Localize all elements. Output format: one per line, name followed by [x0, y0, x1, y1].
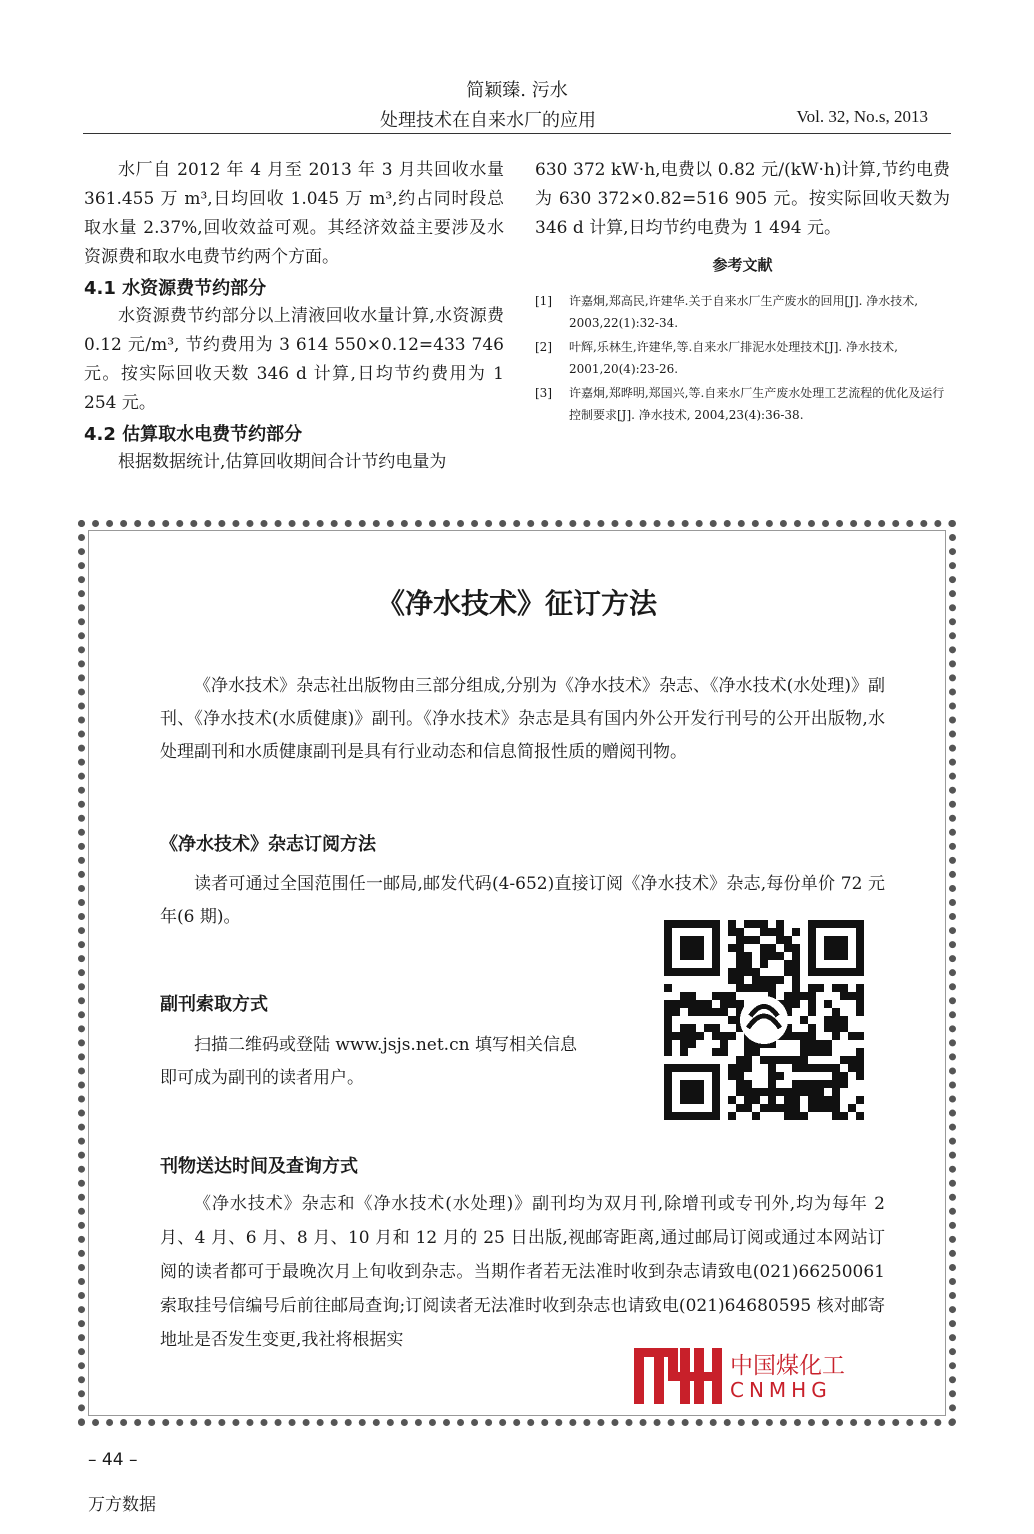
delivery-block: [160, 1187, 885, 1357]
section-4-2-text: 根据数据统计,估算回收期间合计节约电量为: [118, 452, 447, 472]
subscription-method-heading: 《净水技术》杂志订阅方法: [160, 834, 376, 855]
source-label: 万方数据: [88, 1495, 156, 1515]
reference-text: 许嘉炯,郑高民,许建华.关于自来水厂生产废水的回用[J]. 净水技术, 2003,22(1):32-34.: [569, 294, 919, 330]
left-column: [84, 156, 504, 477]
page-number: – 44 –: [88, 1450, 138, 1470]
reference-text: 许嘉炯,郑晔明,郑国兴,等.自来水厂生产废水处理工艺流程的优化及运行控制要求[J]. 净水技术, 2004,23(4):36-38.: [569, 386, 945, 422]
supplement-line-2: 即可成为副刊的读者用户。: [160, 1068, 364, 1088]
watermark-chinese: 中国煤化工: [730, 1353, 845, 1379]
journal-volume: Vol. 32, No.s, 2013: [796, 107, 928, 126]
reference-number: [1]: [535, 294, 552, 308]
reference-number: [3]: [535, 386, 552, 400]
paragraph-electricity: 630 372 kW·h,电费以 0.82 元/(kW·h)计算,节约电费为 630 372×0.82=516 905 元。按实际回收天数为 346 d 计算,日均节约电费为 1 494 元。: [535, 160, 950, 238]
reference-text: 叶辉,乐林生,许建华,等.自来水厂排泥水处理技术[J]. 净水技术, 2001,20(4):23-26.: [569, 340, 898, 376]
qr-code-icon[interactable]: [664, 920, 864, 1120]
paragraph-benefit: 水厂自 2012 年 4 月至 2013 年 3 月共回收水量 361.455 万 m³,日均回收 1.045 万 m³,约占同时段总取水量 2.37%,回收效益可观。其经济效益主要涉及水资源费和取水电费节约两个方面。: [84, 160, 504, 267]
running-header-title: 处理技术在自来水厂的应用: [380, 110, 596, 131]
delivery-text: 《净水技术》杂志和《净水技术(水处理)》副刊均为双月刊,除增刊或专刊外,均为每年 2 月、4 月、6 月、8 月、10 月和 12 月的 25 日出版,视邮寄距离,通过邮局订阅或通过本网站订阅的读者都可于最晚次月上旬收到杂志。当期作者若无法准时收到杂志请致电(021)66250061 索取挂号信编号后前往邮局查询;订阅读者无法准时收到杂志也请致电(021)64680595 核对邮寄地址是否发生变更,我社将根据实: [160, 1194, 885, 1350]
section-4-1-heading: 4.1 水资源费节约部分: [84, 278, 267, 299]
running-header-author: 简颖臻. 污水: [466, 80, 568, 101]
intro-text: 《净水技术》杂志社出版物由三部分组成,分别为《净水技术》杂志、《净水技术(水处理)》副刊、《净水技术(水质健康)》副刊。《净水技术》杂志是具有国内外公开发行刊号的公开出版物,水处理副刊和水质健康副刊是具有行业动态和信息简报性质的赠阅刊物。: [160, 676, 885, 762]
reference-number: [2]: [535, 340, 552, 354]
supplement-block: [160, 1029, 630, 1095]
section-4-1-text: 水资源费节约部分以上清液回收水量计算,水资源费 0.12 元/m³, 节约费用为 3 614 550×0.12=433 746 元。按实际回收天数 346 d 计算,日均节约费用为 1 254 元。: [84, 306, 504, 413]
reference-item: [535, 336, 950, 380]
subscription-method-text: 读者可通过全国范围任一邮局,邮发代码(4-652)直接订阅《净水技术》杂志,每份单价 72 元年(6 期)。: [160, 874, 885, 927]
supplement-line-1: 扫描二维码或登陆 www.jsjs.net.cn 填写相关信息: [194, 1035, 577, 1055]
right-column: [535, 156, 950, 428]
subscription-title: 《净水技术》征订方法: [376, 587, 657, 620]
supplement-heading: 副刊索取方式: [160, 994, 268, 1015]
subscription-intro: [160, 670, 885, 769]
section-4-2-heading: 4.2 估算取水电费节约部分: [84, 424, 303, 445]
watermark-english: CNMHG: [730, 1378, 832, 1402]
delivery-heading: 刊物送达时间及查询方式: [160, 1156, 358, 1177]
references-heading: 参考文献: [712, 256, 773, 274]
header-rule: [83, 133, 951, 134]
reference-item: [535, 382, 950, 426]
reference-item: [535, 290, 950, 334]
